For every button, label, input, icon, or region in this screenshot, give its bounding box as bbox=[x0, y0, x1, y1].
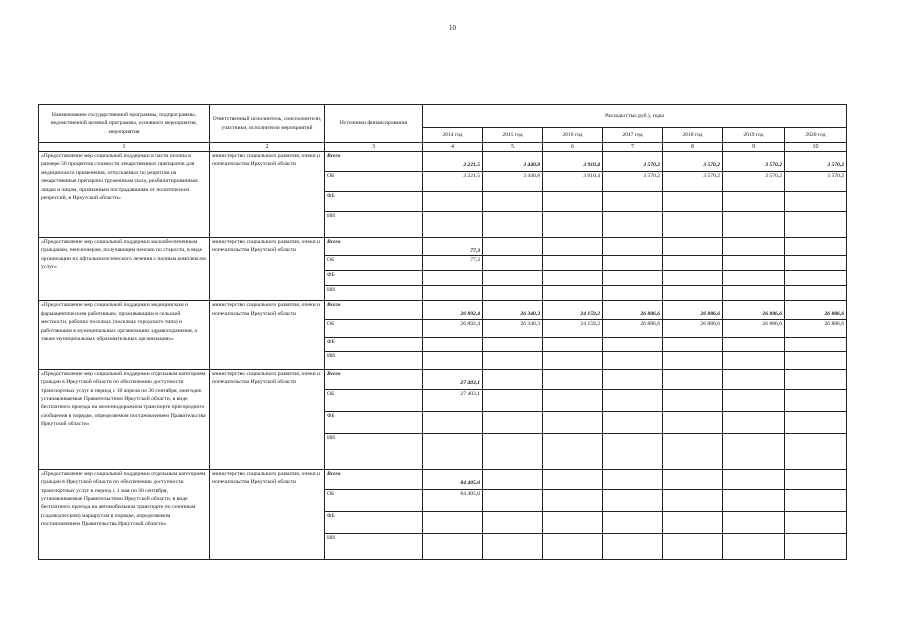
amount-cell: 3 570,2 bbox=[663, 172, 723, 192]
funding-source: Всего bbox=[325, 152, 423, 172]
amount-cell bbox=[423, 286, 483, 301]
amount-cell bbox=[785, 511, 847, 533]
amount-cell bbox=[603, 433, 663, 469]
amount-cell bbox=[483, 256, 543, 271]
amount-cell bbox=[543, 271, 603, 286]
amount-cell bbox=[603, 369, 663, 389]
amount-cell bbox=[663, 256, 723, 271]
column-index: 6 bbox=[543, 143, 603, 152]
amount-cell bbox=[543, 351, 603, 369]
amount-cell: 26 892,4 bbox=[423, 301, 483, 319]
funding-source: ФБ bbox=[325, 192, 423, 212]
amount-cell bbox=[663, 271, 723, 286]
amount-cell bbox=[785, 433, 847, 469]
amount-cell: 84 405,0 bbox=[423, 489, 483, 511]
amount-cell bbox=[723, 469, 785, 489]
amount-cell bbox=[723, 238, 785, 256]
amount-cell bbox=[663, 511, 723, 533]
table-row bbox=[39, 238, 847, 256]
amount-cell bbox=[603, 533, 663, 559]
amount-cell: 27 403,1 bbox=[423, 389, 483, 411]
funding-source: ИИ bbox=[325, 351, 423, 369]
amount-cell bbox=[483, 433, 543, 469]
amount-cell bbox=[785, 212, 847, 238]
amount-cell bbox=[543, 238, 603, 256]
amount-cell: 3 910,4 bbox=[543, 152, 603, 172]
funding-source: ОБ bbox=[325, 389, 423, 411]
amount-cell bbox=[483, 337, 543, 351]
amount-cell bbox=[723, 511, 785, 533]
amount-cell bbox=[423, 212, 483, 238]
amount-cell bbox=[543, 433, 603, 469]
amount-cell bbox=[663, 351, 723, 369]
amount-cell bbox=[723, 192, 785, 212]
funding-source: ФБ bbox=[325, 271, 423, 286]
amount-cell bbox=[603, 351, 663, 369]
amount-cell: 3 570,2 bbox=[723, 172, 785, 192]
column-index: 5 bbox=[483, 143, 543, 152]
column-index: 8 bbox=[663, 143, 723, 152]
amount-cell bbox=[663, 369, 723, 389]
program-name: «Предоставление мер социальной поддержки в части оплаты в размере 50 процентов стоимости лекарственных препаратов для медицинского применения, отпускаемых по рецептам на лекарственные препараты труженикам тыла, реабилитированным лицам и лицам, признанным пострадавшими от политических репрессий, в Иркутской области» bbox=[39, 152, 210, 238]
funding-source: ИИ bbox=[325, 212, 423, 238]
amount-cell bbox=[785, 271, 847, 286]
amount-cell bbox=[543, 256, 603, 271]
amount-cell: 3 440,8 bbox=[483, 172, 543, 192]
funding-source: ИИ bbox=[325, 533, 423, 559]
amount-cell: 26 886,6 bbox=[785, 319, 847, 337]
amount-cell: 3 570,2 bbox=[723, 152, 785, 172]
amount-cell bbox=[483, 533, 543, 559]
amount-cell: 3 440,8 bbox=[483, 152, 543, 172]
amount-cell bbox=[723, 256, 785, 271]
amount-cell bbox=[603, 489, 663, 511]
amount-cell bbox=[785, 192, 847, 212]
amount-cell bbox=[785, 533, 847, 559]
amount-cell bbox=[785, 238, 847, 256]
amount-cell bbox=[483, 212, 543, 238]
amount-cell bbox=[483, 511, 543, 533]
amount-cell bbox=[543, 212, 603, 238]
funding-source: ОБ bbox=[325, 172, 423, 192]
funding-source: ОБ bbox=[325, 256, 423, 271]
amount-cell bbox=[723, 389, 785, 411]
funding-source: Всего bbox=[325, 369, 423, 389]
amount-cell bbox=[483, 238, 543, 256]
funding-source: ФБ bbox=[325, 511, 423, 533]
amount-cell bbox=[663, 238, 723, 256]
amount-cell bbox=[543, 411, 603, 433]
column-index: 2 bbox=[210, 143, 325, 152]
amount-cell bbox=[723, 351, 785, 369]
amount-cell bbox=[663, 389, 723, 411]
table-row bbox=[39, 469, 847, 489]
header-year: 2016 год bbox=[543, 128, 603, 143]
amount-cell: 3 570,2 bbox=[785, 152, 847, 172]
amount-cell: 26 340,3 bbox=[483, 301, 543, 319]
page-number: 10 bbox=[449, 24, 456, 32]
amount-cell bbox=[723, 369, 785, 389]
amount-cell bbox=[423, 511, 483, 533]
funding-source: ФБ bbox=[325, 411, 423, 433]
amount-cell bbox=[663, 411, 723, 433]
table-row bbox=[39, 152, 847, 172]
amount-cell bbox=[603, 511, 663, 533]
amount-cell bbox=[543, 469, 603, 489]
column-index: 7 bbox=[603, 143, 663, 152]
table-body bbox=[39, 152, 847, 560]
amount-cell bbox=[603, 286, 663, 301]
amount-cell bbox=[723, 433, 785, 469]
amount-cell bbox=[423, 192, 483, 212]
header-year: 2020 год bbox=[785, 128, 847, 143]
header-program: Наименование государственной программы, подпрограммы, ведомственной целевой программы, основного мероприятия, мероприятия bbox=[39, 105, 210, 143]
amount-cell bbox=[423, 351, 483, 369]
amount-cell bbox=[785, 369, 847, 389]
column-index: 4 bbox=[423, 143, 483, 152]
amount-cell bbox=[663, 469, 723, 489]
amount-cell bbox=[785, 337, 847, 351]
amount-cell bbox=[723, 489, 785, 511]
amount-cell bbox=[663, 433, 723, 469]
amount-cell bbox=[423, 411, 483, 433]
funding-source: Всего bbox=[325, 469, 423, 489]
amount-cell: 26 340,3 bbox=[483, 319, 543, 337]
program-name: «Предоставление мер социальной поддержки малообеспеченным гражданам, пенсионерам, получающим пенсию по старости, в виде организации их офтальмологического лечения с полным комплексом услуг» bbox=[39, 238, 210, 301]
amount-cell bbox=[483, 192, 543, 212]
amount-cell: 77,3 bbox=[423, 256, 483, 271]
amount-cell: 26 886,6 bbox=[663, 301, 723, 319]
amount-cell bbox=[723, 212, 785, 238]
amount-cell bbox=[423, 271, 483, 286]
amount-cell bbox=[785, 351, 847, 369]
header-source: Источники финансирования bbox=[325, 105, 423, 143]
amount-cell: 3 570,2 bbox=[785, 172, 847, 192]
amount-cell bbox=[663, 489, 723, 511]
column-index: 10 bbox=[785, 143, 847, 152]
funding-source: ОБ bbox=[325, 489, 423, 511]
amount-cell bbox=[483, 271, 543, 286]
amount-cell: 3 570,2 bbox=[663, 152, 723, 172]
amount-cell bbox=[663, 337, 723, 351]
funding-source: Всего bbox=[325, 301, 423, 319]
amount-cell: 26 886,6 bbox=[663, 319, 723, 337]
amount-cell bbox=[603, 238, 663, 256]
amount-cell bbox=[603, 411, 663, 433]
amount-cell: 26 886,6 bbox=[785, 301, 847, 319]
amount-cell bbox=[723, 271, 785, 286]
amount-cell: 26 886,6 bbox=[723, 301, 785, 319]
amount-cell bbox=[785, 489, 847, 511]
amount-cell bbox=[543, 489, 603, 511]
amount-cell bbox=[663, 533, 723, 559]
amount-cell bbox=[663, 192, 723, 212]
amount-cell bbox=[785, 256, 847, 271]
amount-cell bbox=[663, 286, 723, 301]
amount-cell: 3 570,2 bbox=[603, 172, 663, 192]
column-index: 9 bbox=[723, 143, 785, 152]
amount-cell: 24 159,2 bbox=[543, 301, 603, 319]
amount-cell bbox=[785, 411, 847, 433]
amount-cell bbox=[603, 192, 663, 212]
header-year: 2017 год bbox=[603, 128, 663, 143]
program-executor: министерство социального развития, опеки и попечительства Иркутской области bbox=[210, 238, 325, 301]
amount-cell bbox=[723, 411, 785, 433]
amount-cell: 26 886,6 bbox=[603, 301, 663, 319]
amount-cell bbox=[785, 469, 847, 489]
amount-cell bbox=[603, 256, 663, 271]
amount-cell bbox=[423, 433, 483, 469]
amount-cell bbox=[723, 533, 785, 559]
program-executor: министерство социального развития, опеки и попечительства Иркутской области bbox=[210, 469, 325, 559]
amount-cell bbox=[543, 533, 603, 559]
amount-cell bbox=[723, 286, 785, 301]
column-index: 3 bbox=[325, 143, 423, 152]
amount-cell: 26 886,6 bbox=[603, 319, 663, 337]
amount-cell: 3 910,4 bbox=[543, 172, 603, 192]
header-year: 2019 год bbox=[723, 128, 785, 143]
funding-source: Всего bbox=[325, 238, 423, 256]
funding-source: ИИ bbox=[325, 433, 423, 469]
amount-cell: 3 570,2 bbox=[603, 152, 663, 172]
amount-cell: 3 221,5 bbox=[423, 152, 483, 172]
budget-table bbox=[38, 104, 847, 560]
amount-cell bbox=[423, 337, 483, 351]
amount-cell bbox=[785, 286, 847, 301]
amount-cell bbox=[483, 489, 543, 511]
amount-cell: 3 221,5 bbox=[423, 172, 483, 192]
amount-cell bbox=[423, 533, 483, 559]
program-executor: министерство социального развития, опеки и попечительства Иркутской области bbox=[210, 301, 325, 369]
program-executor: министерство социального развития, опеки и попечительства Иркутской области bbox=[210, 369, 325, 469]
amount-cell bbox=[543, 389, 603, 411]
amount-cell bbox=[483, 411, 543, 433]
amount-cell bbox=[483, 469, 543, 489]
funding-source: ОБ bbox=[325, 319, 423, 337]
amount-cell: 84 405,0 bbox=[423, 469, 483, 489]
amount-cell: 77,3 bbox=[423, 238, 483, 256]
amount-cell bbox=[603, 469, 663, 489]
program-name: «Предоставление мер социальной поддержки отдельным категориям граждан в Иркутской области по обеспечению доступности транспортных услуг в период с 1 мая по 30 сентября, устанавливаемые Правительством Иркутской области, в виде бесплатного проезда на автомобильном транспорте по сезонным (садоводческим) маршрутам в порядке, определяемом постановлением Правительства Иркутской области» bbox=[39, 469, 210, 559]
amount-cell bbox=[723, 337, 785, 351]
amount-cell bbox=[483, 351, 543, 369]
column-index: 1 bbox=[39, 143, 210, 152]
amount-cell bbox=[543, 192, 603, 212]
amount-cell bbox=[543, 511, 603, 533]
funding-source: ИИ bbox=[325, 286, 423, 301]
amount-cell bbox=[483, 389, 543, 411]
amount-cell bbox=[483, 369, 543, 389]
amount-cell: 27 403,1 bbox=[423, 369, 483, 389]
header-year: 2014 год bbox=[423, 128, 483, 143]
amount-cell bbox=[543, 369, 603, 389]
amount-cell bbox=[603, 271, 663, 286]
amount-cell bbox=[603, 337, 663, 351]
header-executor: Ответственный исполнитель, соисполнители, участники, исполнители мероприятий bbox=[210, 105, 325, 143]
amount-cell: 26 892,4 bbox=[423, 319, 483, 337]
program-name: «Предоставление мер социальной поддержки медицинским и фармацевтическим работникам, проживающим в сельской местности, рабочих поселках (поселках городского типа) и работающим в муниципальных организациях здравоохранения, а также муниципальных образовательных организациях» bbox=[39, 301, 210, 369]
program-name: «Предоставление мер социальной поддержки отдельным категориям граждан в Иркутской области по обеспечению доступности транспортных услуг в период с 30 апреля по 30 сентября, ежегодно устанавливаемые Правительством Иркутской области, в виде бесплатного проезда на железнодорожном транспорте пригородного сообщения в порядке, определяемом постановлением Правительства Иркутской области» bbox=[39, 369, 210, 469]
header-expenses: Расходы (тыс.руб.), годы bbox=[423, 105, 847, 128]
amount-cell bbox=[483, 286, 543, 301]
table-row bbox=[39, 369, 847, 389]
amount-cell bbox=[543, 286, 603, 301]
amount-cell bbox=[785, 389, 847, 411]
header-year: 2015 год bbox=[483, 128, 543, 143]
amount-cell bbox=[663, 212, 723, 238]
header-year: 2018 год bbox=[663, 128, 723, 143]
amount-cell bbox=[603, 389, 663, 411]
amount-cell bbox=[603, 212, 663, 238]
amount-cell: 24 159,2 bbox=[543, 319, 603, 337]
program-executor: министерство социального развития, опеки и попечительства Иркутской области bbox=[210, 152, 325, 238]
funding-source: ФБ bbox=[325, 337, 423, 351]
table-row bbox=[39, 301, 847, 319]
amount-cell: 26 886,6 bbox=[723, 319, 785, 337]
amount-cell bbox=[543, 337, 603, 351]
